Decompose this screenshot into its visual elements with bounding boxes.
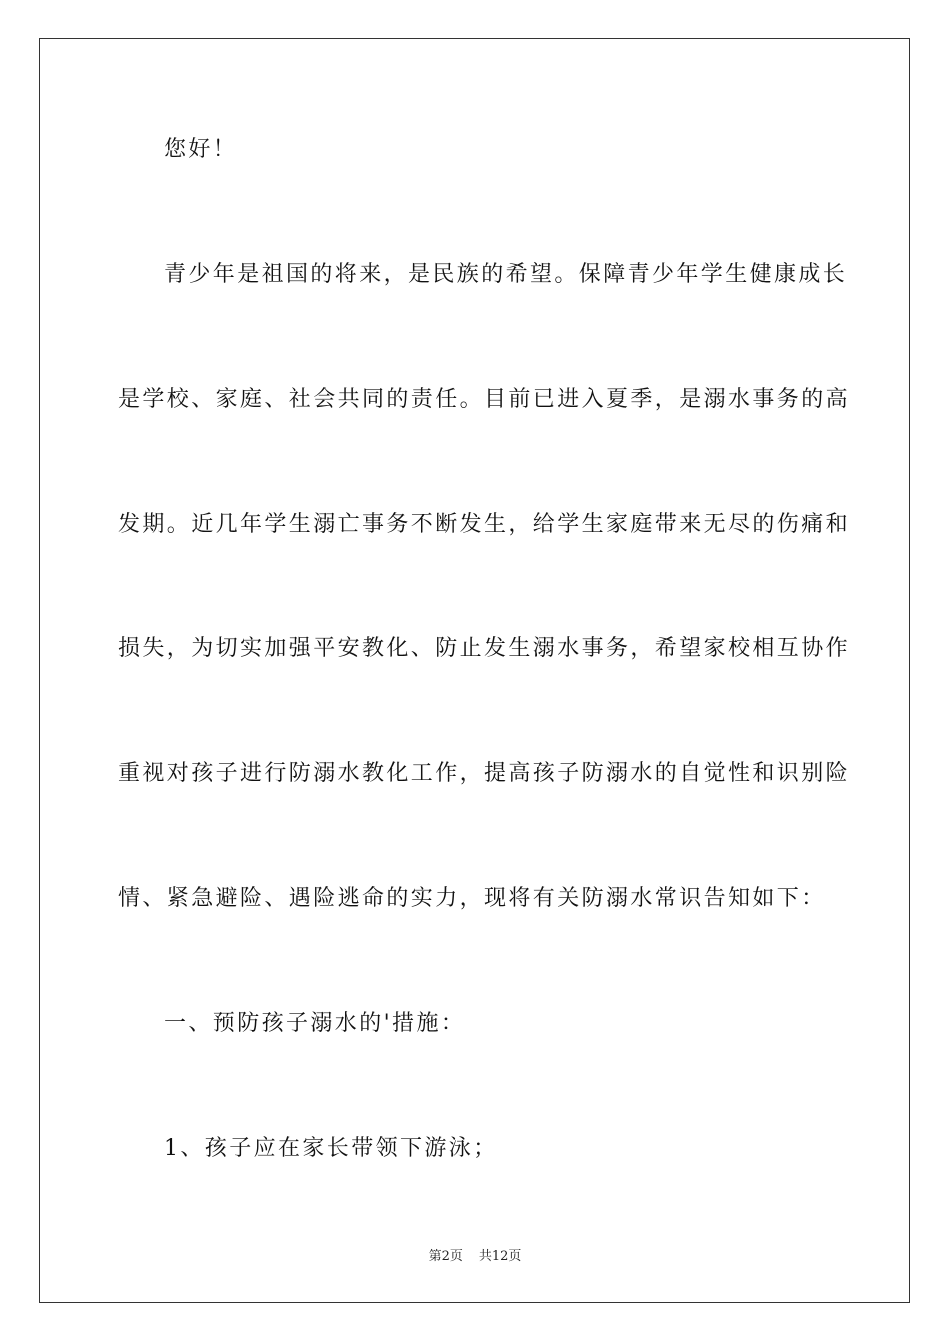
- paragraph-line-4: 损失，为切实加强平安教化、防止发生溺水事务，希望家校相互协作: [118, 636, 851, 661]
- paragraph-line-2: 是学校、家庭、社会共同的责任。目前已进入夏季，是溺水事务的高: [118, 387, 851, 412]
- page-number: 第2页: [428, 1249, 463, 1264]
- list-item-1: 1、孩子应在家长带领下游泳；: [164, 1136, 498, 1161]
- section-heading: 一、预防孩子溺水的'措施：: [164, 1011, 466, 1036]
- paragraph-line-3: 发期。近几年学生溺亡事务不断发生，给学生家庭带来无尽的伤痛和: [118, 512, 851, 537]
- paragraph-line-5: 重视对孩子进行防溺水教化工作，提高孩子防溺水的自觉性和识别险: [118, 761, 851, 786]
- page-frame: [39, 38, 910, 1303]
- greeting-line: 您好！: [164, 137, 238, 162]
- paragraph-line-6: 情、紧急避险、遇险逃命的实力，现将有关防溺水常识告知如下：: [118, 886, 826, 911]
- page-footer: [0, 1249, 950, 1265]
- total-pages: 共12页: [478, 1249, 522, 1264]
- paragraph-line-1: 青少年是祖国的将来，是民族的希望。保障青少年学生健康成长: [164, 262, 848, 287]
